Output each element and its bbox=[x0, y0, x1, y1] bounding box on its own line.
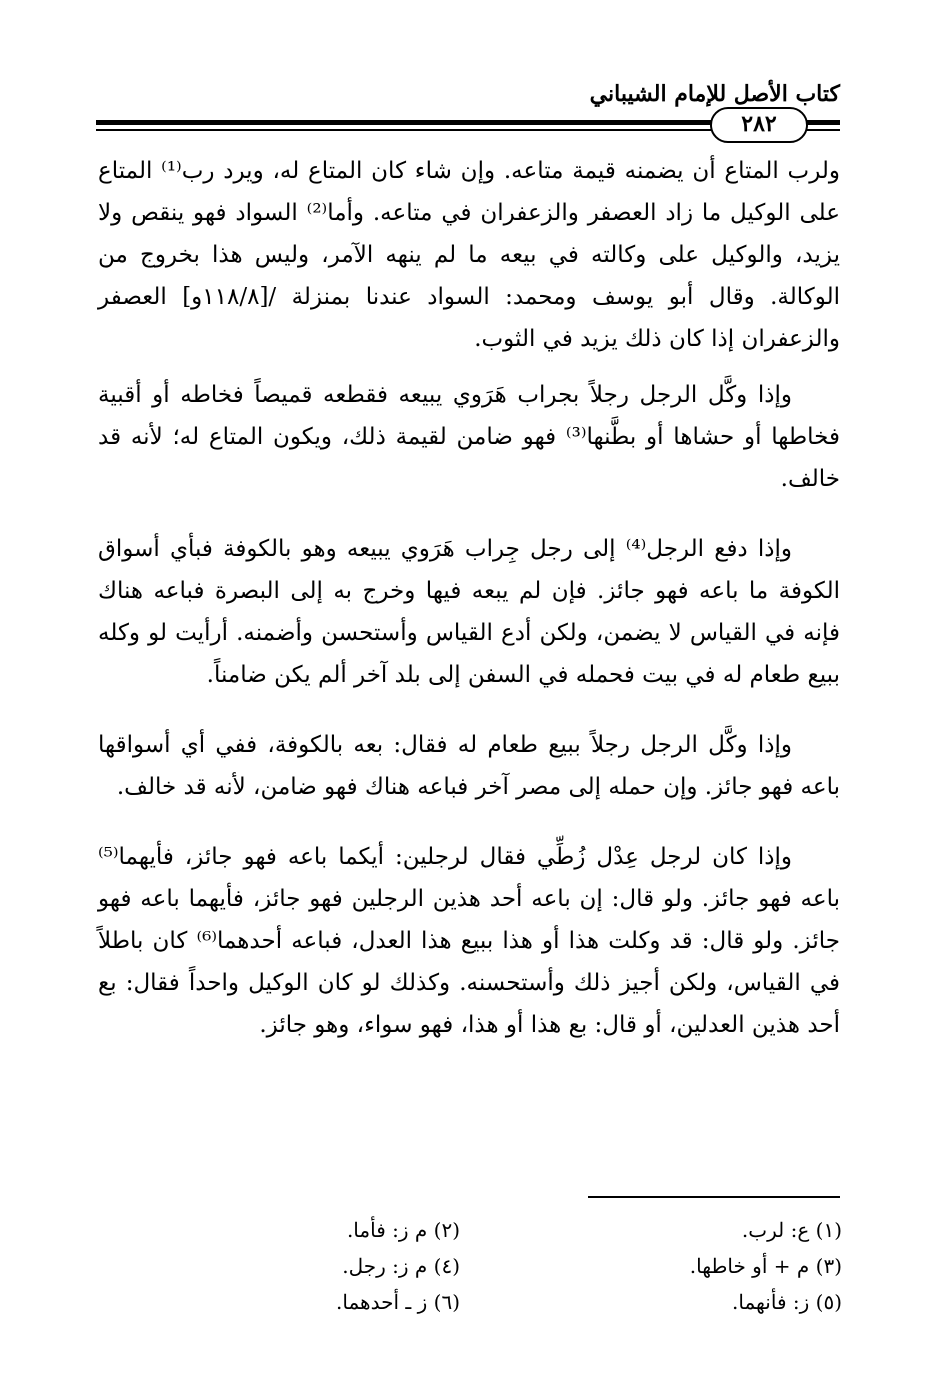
footnote-4 bbox=[260, 1248, 460, 1284]
paragraph-1: ولرب المتاع أن يضمنه قيمة متاعه. وإن شاء كان المتاع له، ويرد رب⁽¹⁾ المتاع على الوكيل ما زاد العصفر والزعفران في متاعه. وأما⁽²⁾ السواد فهو ينقص ولا يزيد، والوكيل على وكالته في بيعه ما لم ينهه الآمر، وليس هذا بخروج من الوكالة. وقال أبو يوسف ومحمد: السواد عندنا بمنزلة /[١١٨/٨و] العصفر والزعفران إذا كان ذلك يزيد في الثوب. bbox=[98, 158, 841, 352]
footnote-text: م ز: رجل. bbox=[342, 1254, 428, 1278]
footnote-number: (٤) bbox=[433, 1254, 460, 1278]
footnote-6 bbox=[260, 1284, 460, 1320]
footnote-text: ز: فأنهما. bbox=[732, 1290, 810, 1314]
footnotes-column-right bbox=[642, 1212, 842, 1320]
paragraph-3: وإذا دفع الرجل⁽⁴⁾ إلى رجل جِراب هَرَوي يبيعه وهو بالكوفة فبأي أسواق الكوفة ما باعه فهو جائز. فإن لم يبعه فيها وخرج به إلى البصرة فباعه هناك فإنه في القياس لا يضمن، ولكن أدع القياس وأستحسن وأضمنه. أرأيت لو وكله ببيع طعام له في بيت فحمله في السفن إلى بلد آخر ألم يكن ضامناً. bbox=[98, 536, 840, 688]
footnote-number: (٥) bbox=[815, 1290, 842, 1314]
body-text bbox=[98, 150, 840, 1046]
paragraph-5: وإذا كان لرجل عِدْل زُطِّي فقال لرجلين: أيكما باعه فهو جائز، فأيهما⁽⁵⁾ باعه فهو جائز. ولو قال: إن باعه أحد هذين الرجلين فهو جائز، فأيهما باعه فهو جائز. ولو قال: قد وكلت هذا أو هذا ببيع هذا العدل، فباعه أحدهما⁽⁶⁾ كان باطلاً في القياس، ولكن أجيز ذلك وأستحسنه. وكذلك لو كان الوكيل واحداً فقال: بع أحد هذين العدلين، أو قال: بع هذا أو هذا، فهو سواء، وهو جائز. bbox=[98, 844, 840, 1038]
footnote-number: (٣) bbox=[815, 1254, 842, 1278]
page-number: ٢٨٢ bbox=[710, 107, 808, 143]
footnote-text: م ز: فأما. bbox=[346, 1218, 428, 1242]
footnote-5 bbox=[642, 1284, 842, 1320]
footnote-number: (١) bbox=[815, 1218, 842, 1242]
footnote-text: م + أو خاطها. bbox=[689, 1254, 810, 1278]
footnote-number: (٢) bbox=[433, 1218, 460, 1242]
footnote-3 bbox=[642, 1248, 842, 1284]
footnote-number: (٦) bbox=[433, 1290, 460, 1314]
footnote-1 bbox=[642, 1212, 842, 1248]
footnote-text: ع: لرب. bbox=[741, 1218, 810, 1242]
footnote-text: ز ـ أحدهما. bbox=[336, 1290, 428, 1314]
paragraph-4: وإذا وكَّل الرجل رجلاً ببيع طعام له فقال: بعه بالكوفة، ففي أي أسواقها باعه فهو جائز. وإن حمله إلى مصر آخر فباعه هناك فهو ضامن، لأنه قد خالف. bbox=[98, 732, 840, 800]
footnote-separator bbox=[588, 1196, 840, 1198]
book-title: كتاب الأصل للإمام الشيباني bbox=[589, 81, 840, 107]
footnotes-column-left bbox=[260, 1212, 460, 1320]
paragraph-2: وإذا وكَّل الرجل رجلاً بجراب هَرَوي يبيعه فقطعه قميصاً فخاطه أو أقبية فخاطها أو حشاها أو بطَّنها⁽³⁾ فهو ضامن لقيمة ذلك، ويكون المتاع له؛ لأنه قد خالف. bbox=[98, 382, 840, 492]
footnote-2 bbox=[260, 1212, 460, 1248]
